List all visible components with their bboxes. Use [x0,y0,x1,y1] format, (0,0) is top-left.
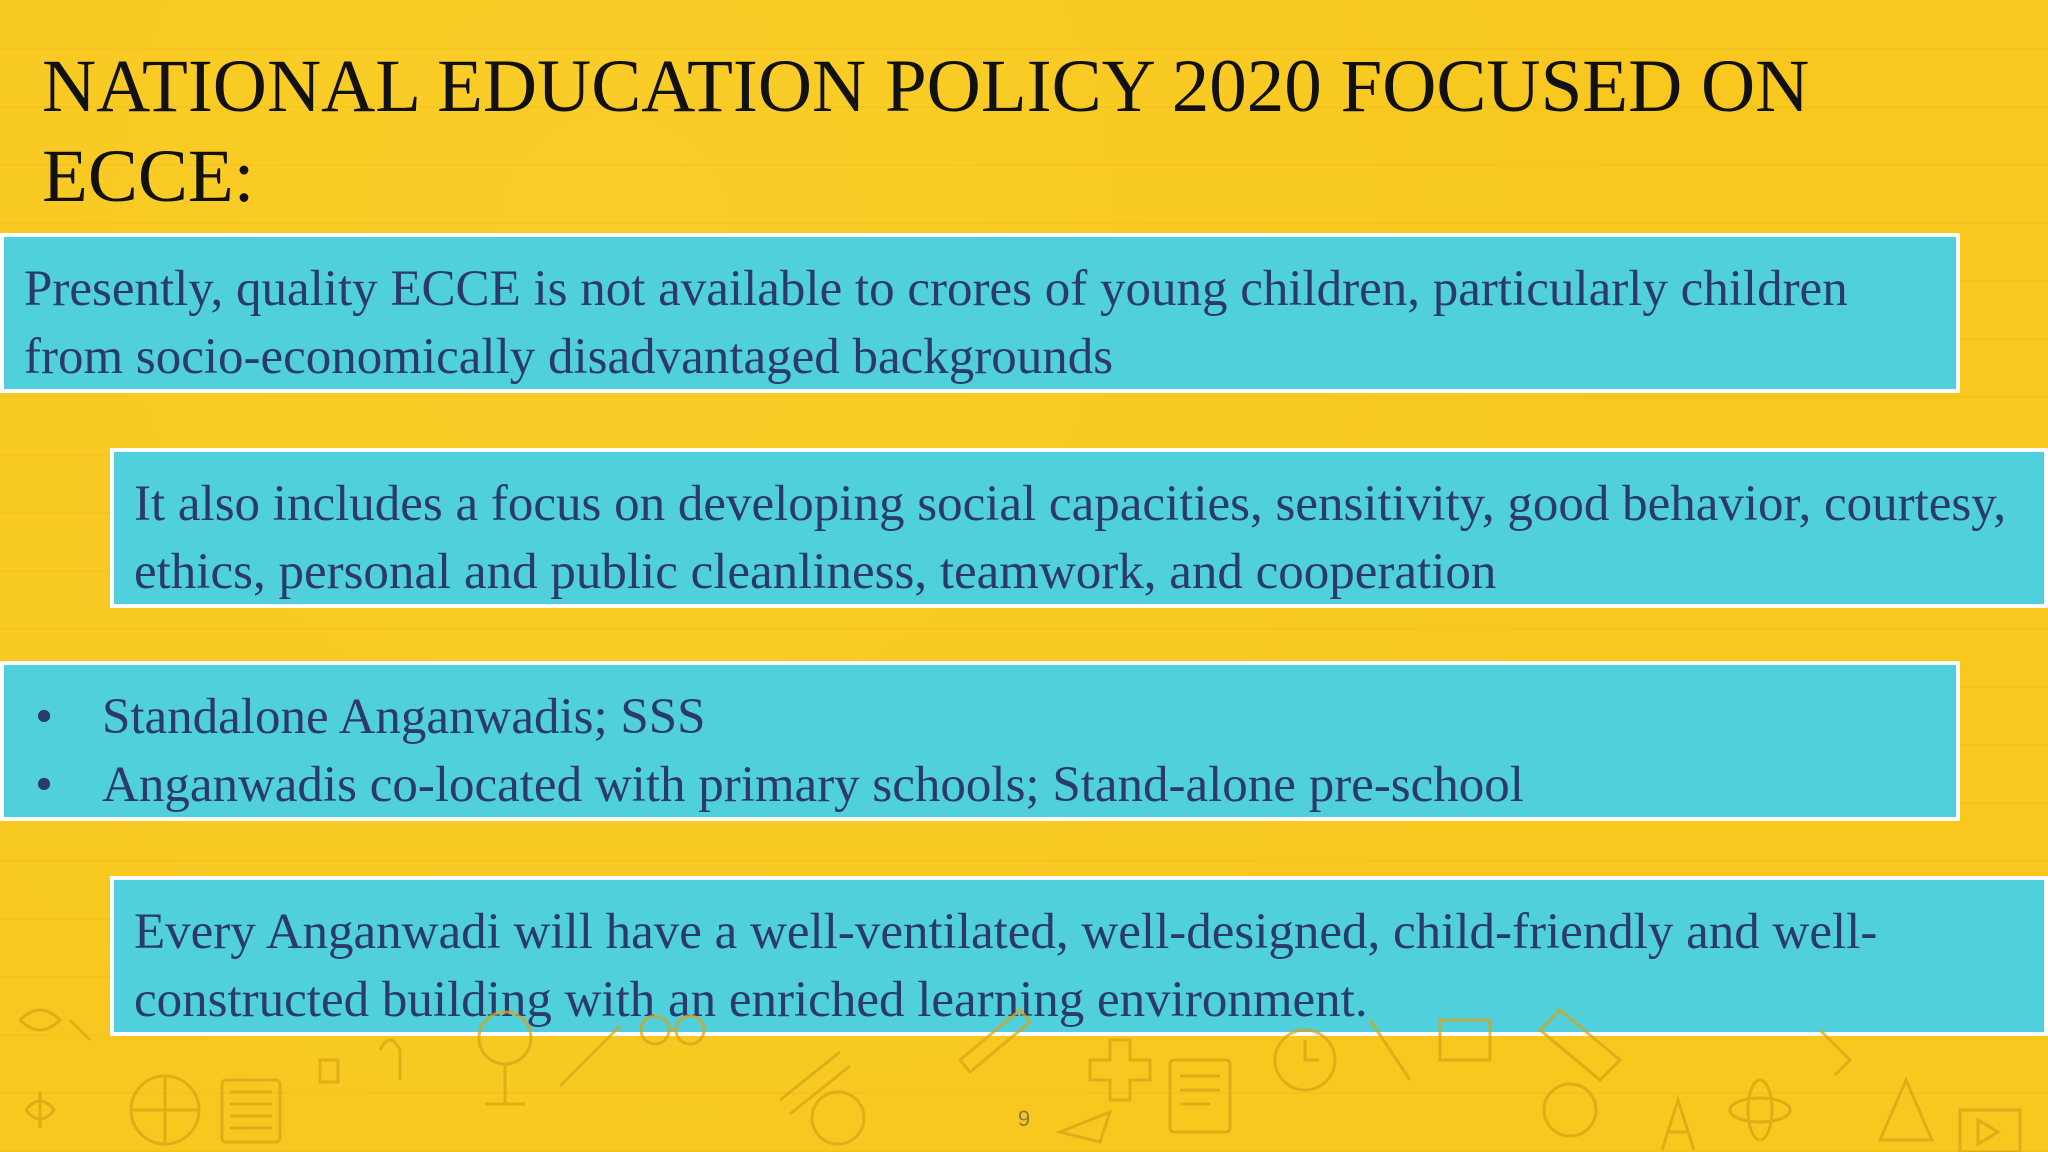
text-box-social-capacities-text: It also includes a focus on developing social capacities, sensitivity, good behavior, courtesy, ethics, personal and public cleanliness, teamwork, and cooperation [134,476,2007,600]
list-item [24,751,1936,819]
bullet-list [24,683,1936,819]
text-box-anganwadi-types [0,661,1960,821]
list-item-text: Standalone Anganwadis; SSS [102,689,706,745]
text-box-social-capacities [110,448,2048,608]
bullet-icon: • [35,689,53,745]
slide-title: NATIONAL EDUCATION POLICY 2020 FOCUSED ON ECCE: [42,45,1810,218]
list-item-text: Anganwadis co-located with primary schools; Stand-alone pre-school [102,757,1524,813]
text-box-availability [0,233,1960,393]
list-item [24,683,1936,751]
text-box-availability-text: Presently, quality ECCE is not available to crores of young children, particularly children from socio-economically disadvantaged backgrounds [24,261,1848,385]
bullet-icon: • [35,757,53,813]
text-box-anganwadi-building-text: Every Anganwadi will have a well-ventilated, well-designed, child-friendly and well-constructed building with an enriched learning environment. [134,904,1878,1028]
page-number: 9 [1017,1106,1031,1131]
